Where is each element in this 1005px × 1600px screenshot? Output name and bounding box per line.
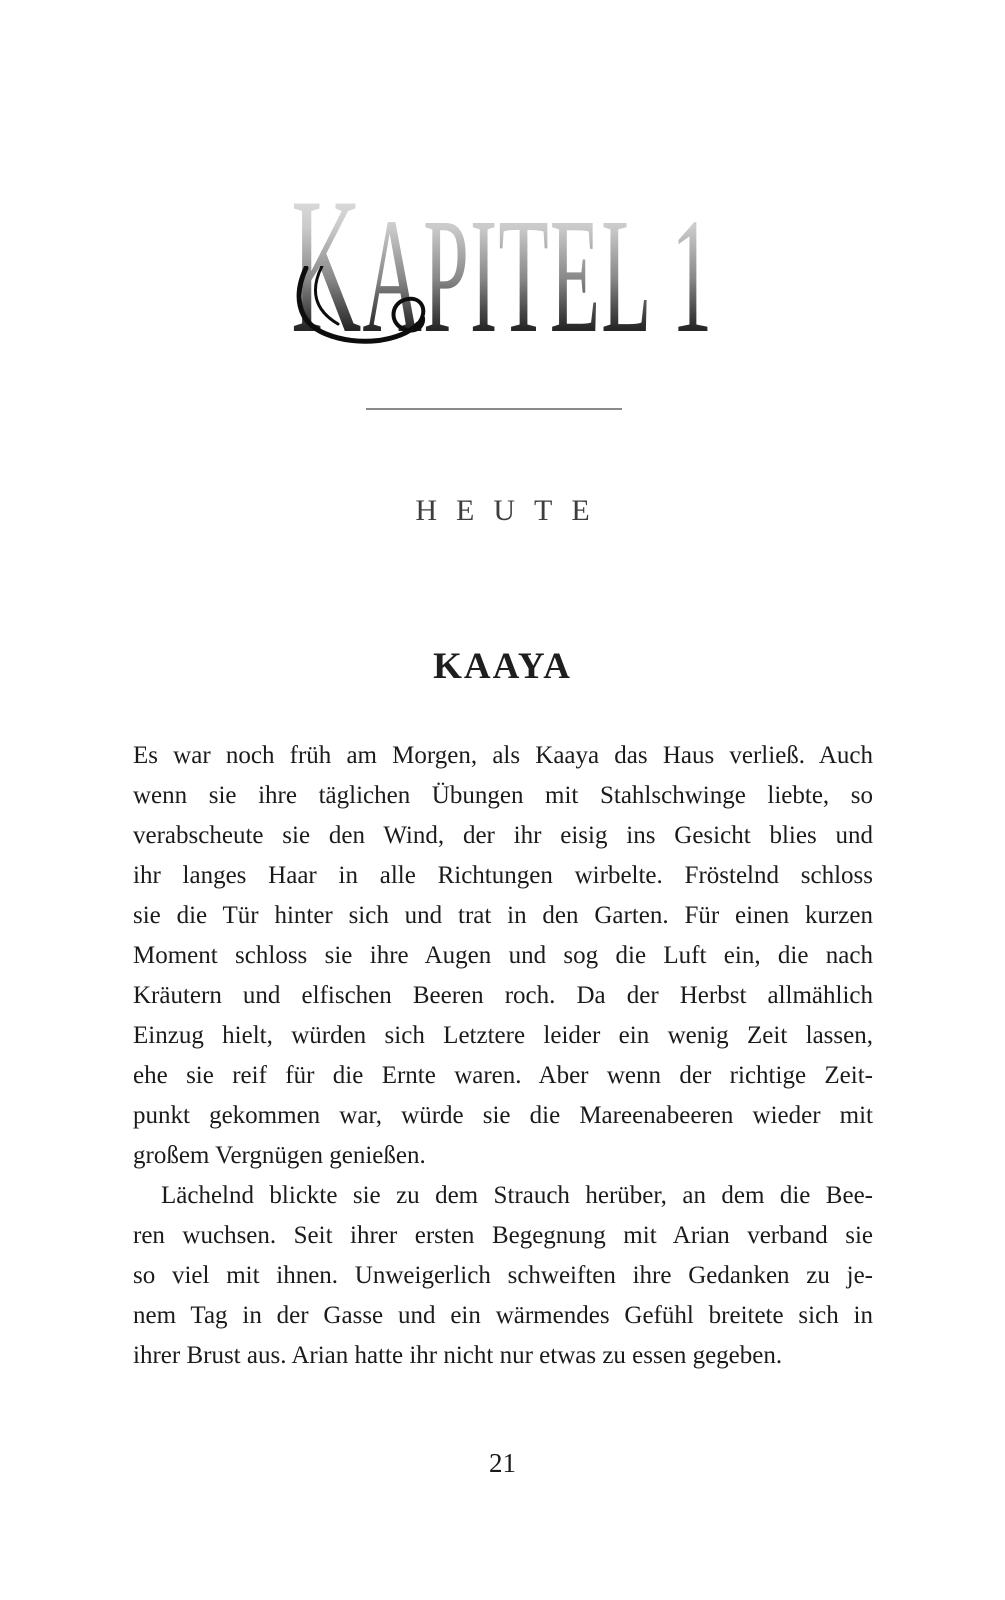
chapter-title-text: KAPITEL 1 bbox=[291, 159, 714, 374]
body-text-line: verabscheute sie den Wind, der ihr eisig ins Gesicht blies und bbox=[133, 822, 873, 849]
body-text-line: Moment schloss sie ihre Augen und sog die Luft ein, die nach bbox=[133, 942, 873, 969]
pov-character-heading: KAAYA bbox=[433, 646, 572, 687]
paragraph bbox=[133, 1176, 873, 1376]
chapter-title bbox=[0, 159, 1005, 374]
body-text-line: wenn sie ihre täglichen Übungen mit Stahlschwinge liebte, so bbox=[133, 782, 873, 809]
title-flourish-ornament bbox=[292, 266, 467, 351]
body-text-line: Einzug hielt, würden sich Letztere leider ein wenig Zeit lassen, bbox=[133, 1022, 873, 1049]
body-text-line: so viel mit ihnen. Unweigerlich schweiften ihre Gedanken zu je- bbox=[133, 1262, 873, 1289]
body-text bbox=[133, 736, 873, 1376]
body-text-line: ihr langes Haar in alle Richtungen wirbelte. Fröstelnd schloss bbox=[133, 862, 873, 889]
body-text-line: ren wuchsen. Seit ihrer ersten Begegnung mit Arian verband sie bbox=[133, 1222, 873, 1249]
scene-time-subtitle: HEUTE bbox=[415, 494, 609, 527]
body-text-line: Lächelnd blickte sie zu dem Strauch herüber, an dem die Bee- bbox=[161, 1182, 873, 1209]
body-text-line: ehe sie reif für die Ernte waren. Aber wenn der richtige Zeit- bbox=[133, 1062, 873, 1089]
page-number: 21 bbox=[489, 1448, 516, 1478]
body-text-line: ihrer Brust aus. Arian hatte ihr nicht nur etwas zu essen gegeben. bbox=[133, 1342, 783, 1369]
body-text-line: nem Tag in der Gasse und ein wärmendes Gefühl breitete sich in bbox=[133, 1302, 873, 1329]
body-text-line: Es war noch früh am Morgen, als Kaaya das Haus verließ. Auch bbox=[133, 742, 873, 769]
body-text-line: sie die Tür hinter sich und trat in den Garten. Für einen kurzen bbox=[133, 902, 873, 929]
body-text-line: Kräutern und elfischen Beeren roch. Da der Herbst allmählich bbox=[133, 982, 873, 1009]
paragraph bbox=[133, 736, 873, 1176]
body-text-line: punkt gekommen war, würde sie die Mareenabeeren wieder mit bbox=[133, 1102, 873, 1129]
body-text-line: großem Vergnügen genießen. bbox=[133, 1142, 426, 1169]
chapter-divider bbox=[366, 408, 622, 410]
